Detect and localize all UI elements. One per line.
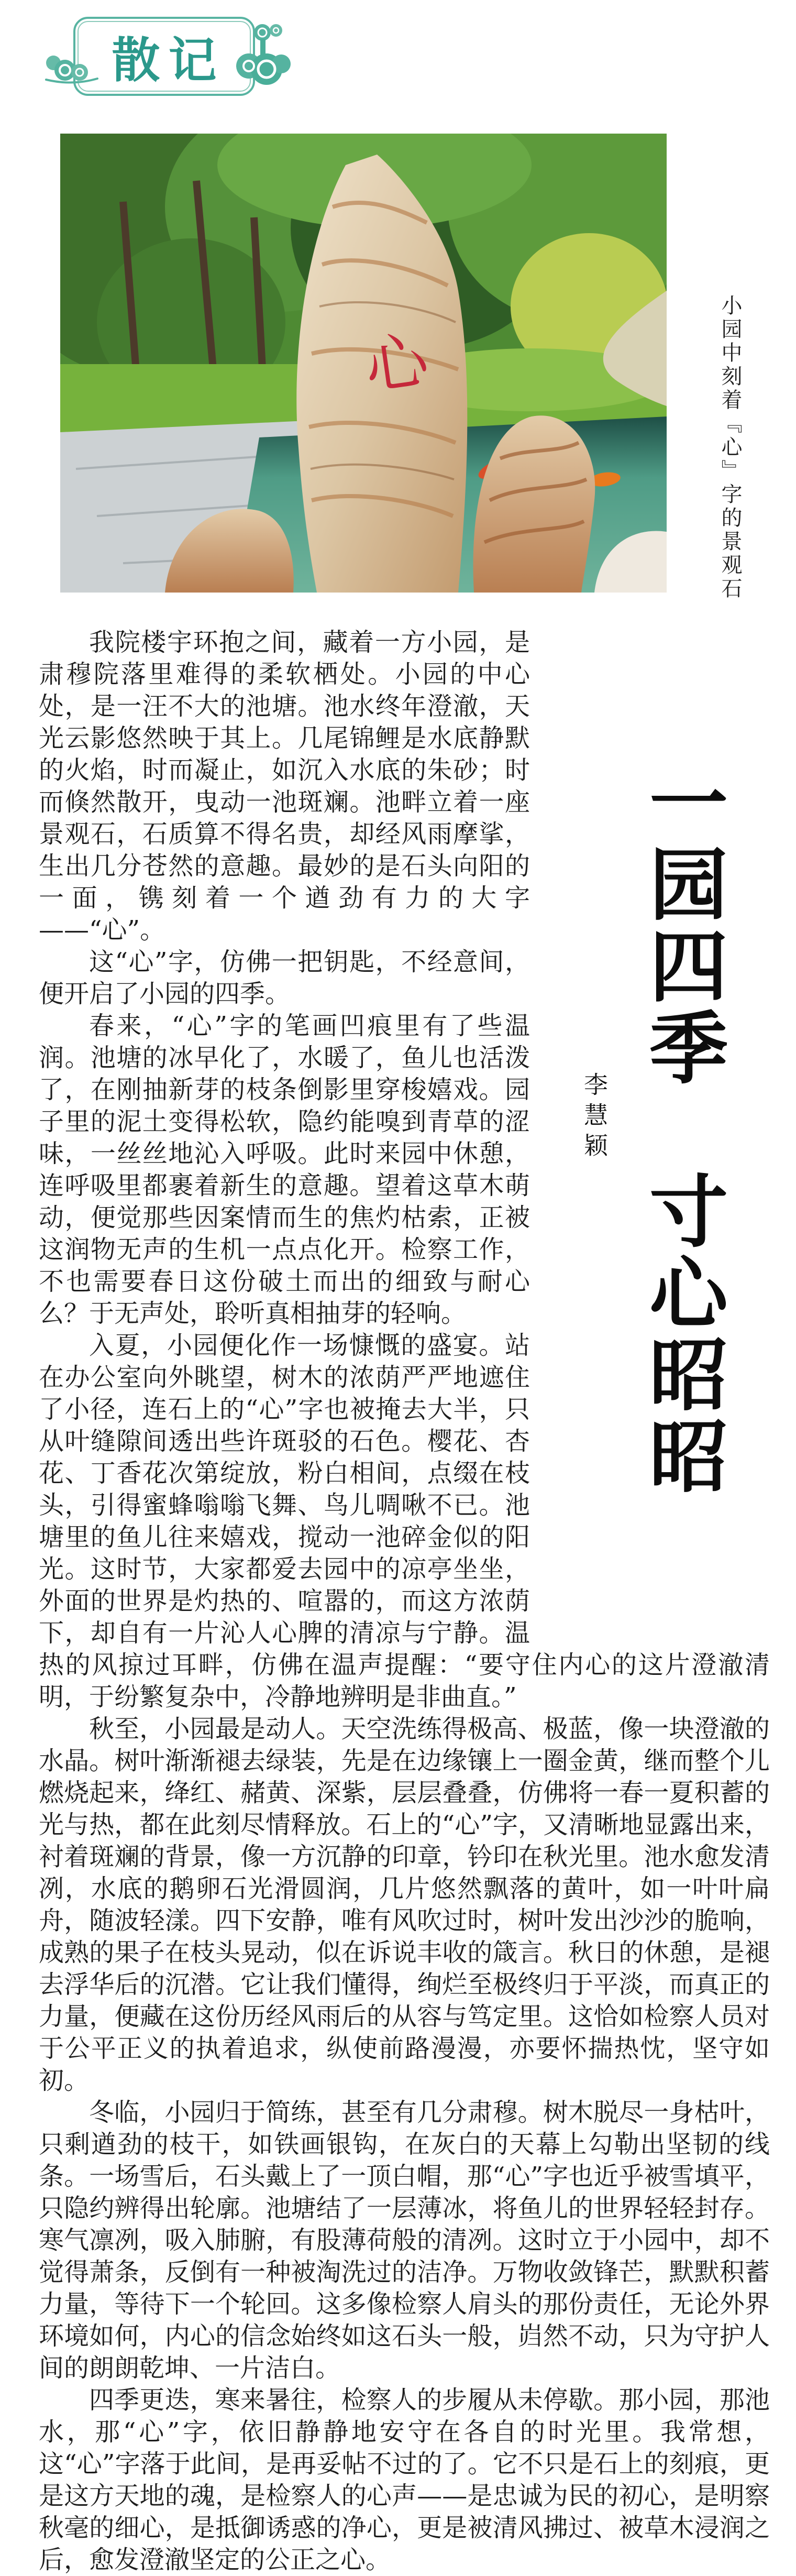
article-paragraph: 秋至，小园最是动人。天空洗练得极高、极蓝，像一块澄澈的水晶。树叶渐渐褪去绿装，先是在边缘镶上一圈金黄，继而整个儿燃烧起来，绛红、赭黄、深紫，层层叠叠，仿佛将一春一夏积蓄的光与热，都在此刻尽情释放。石上的“心”字，又清晰地显露出来，衬着斑斓的背景，像一方沉静的印章，钤印在秋光里。池水愈发清冽，水底的鹅卵石光滑圆润，几片悠然飘落的黄叶，如一叶叶扁舟，随波轻漾。四下安静，唯有风吹过时，树叶发出沙沙的脆响，成熟的果子在枝头晃动，似在诉说丰收的箴言。秋日的休憩，是褪去浮华后的沉潜。它让我们懂得，绚烂至极终归于平淡，而真正的力量，便藏在这份历经风雨后的从容与笃定里。这恰如检察人员对于公平正义的执着追求，纵使前路漫漫，亦要怀揣热忱，坚守如初。 <box>39 1714 770 2095</box>
author-name: 李慧颖 <box>580 1072 609 1163</box>
article-paragraph: 冬临，小园归于简练，甚至有几分肃穆。树木脱尽一身枯叶，只剩遒劲的枝干，如铁画银钩，在灰白的天幕上勾勒出坚韧的线条。一场雪后，石头戴上了一顶白帽，那“心”字也近乎被雪填平，只隐约辨得出轮廓。池塘结了一层薄冰，将鱼儿的世界轻轻封存。寒气凛冽，吸入肺腑，有股薄荷般的清冽。这时立于小园中，却不觉得萧条，反倒有一种被淘洗过的洁净。万物收敛锋芒，默默积蓄力量，等待下一个轮回。这多像检察人肩头的那份责任，无论外界环境如何，内心的信念始终如这石头一般，岿然不动，只为守护人间的朗朗乾坤、一片洁白。 <box>39 2098 770 2383</box>
column-badge <box>73 17 255 96</box>
title-block <box>530 627 770 1627</box>
article-paragraph: 这“心”字，仿佛一把钥匙，不经意间，便开启了小园的四季。 <box>39 947 530 1009</box>
article-paragraph: 我院楼宇环抱之间，藏着一方小园，是肃穆院落里难得的柔软栖处。小园的中心处，是一汪不大的池塘。池水终年澄澈，天光云影悠然映于其上。几尾锦鲤是水底静默的火焰，时而凝止，如沉入水底的朱砂；时而倏然散开，曳动一池斑斓。池畔立着一座景观石，石质算不得名贵，却经风雨摩挲，生出几分苍然的意趣。最妙的是石头向阳的一面，镌刻着一个遒劲有力的大字——“心”。 <box>39 628 530 945</box>
badge-label: 散记 <box>112 34 225 87</box>
article-paragraph: 春来，“心”字的笔画凹痕里有了些温润。池塘的冰早化了，水暖了，鱼儿也活泼了，在刚抽新芽的枝条倒影里穿梭嬉戏。园子里的泥土变得松软，隐约能嗅到青草的涩味，一丝丝地沁入呼吸。此时来园中休憩，连呼吸里都裹着新生的意趣。望着这草木萌动，便觉那些因案情而生的焦灼枯索，正被这润物无声的生机一点点化开。检察工作，不也需要春日这份破土而出的细致与耐心么？于无声处，聆听真相抽芽的轻响。 <box>39 1011 530 1328</box>
photo-caption: 小园中刻着『心』字的景观石 <box>718 294 742 601</box>
garden-photo-art <box>60 134 667 593</box>
article-paragraph: 入夏，小园便化作一场慷慨的盛宴。站在办公室向外眺望，树木的浓荫严严地遮住了小径，连石上的“心”字也被掩去大半，只从叶缝隙间透出些许斑驳的石色。樱花、杏花、丁香花次第绽放，粉白相间，点缀在枝头，引得蜜蜂嗡嗡飞舞、鸟儿啁啾不已。池塘里的鱼儿往来嬉戏，搅动一池碎金似的阳光。这时节，大家都爱去园中的凉亭坐坐，外面的世界是灼热的、喧嚣的，而这方浓荫下，却自有一片沁人心脾的清凉与宁静。温热的风掠过耳畔，仿佛在温声提醒：“要守住内心的这片澄澈清明，于纷繁复杂中，冷静地辨明是非曲直。” <box>39 1331 770 1712</box>
garden-photo <box>60 134 667 593</box>
carved-heart-character: 心 <box>360 323 433 405</box>
article-paragraph: 四季更迭，寒来暑往，检察人的步履从未停歇。那小园，那池水，那“心”字，依旧静静地安守在各自的时光里。我常想，这“心”字落于此间，是再妥帖不过的了。它不只是石上的刻痕，更是这方天地的魂，是检察人的心声——是忠诚为民的初心，是明察秋毫的细心，是抵御诱惑的净心，更是被清风拂过、被草木浸润之后，愈发澄澈坚定的公正之心。 <box>39 2385 770 2574</box>
article-body <box>39 627 770 2576</box>
article-title: 一园四季 寸心昭昭 <box>636 762 728 1497</box>
